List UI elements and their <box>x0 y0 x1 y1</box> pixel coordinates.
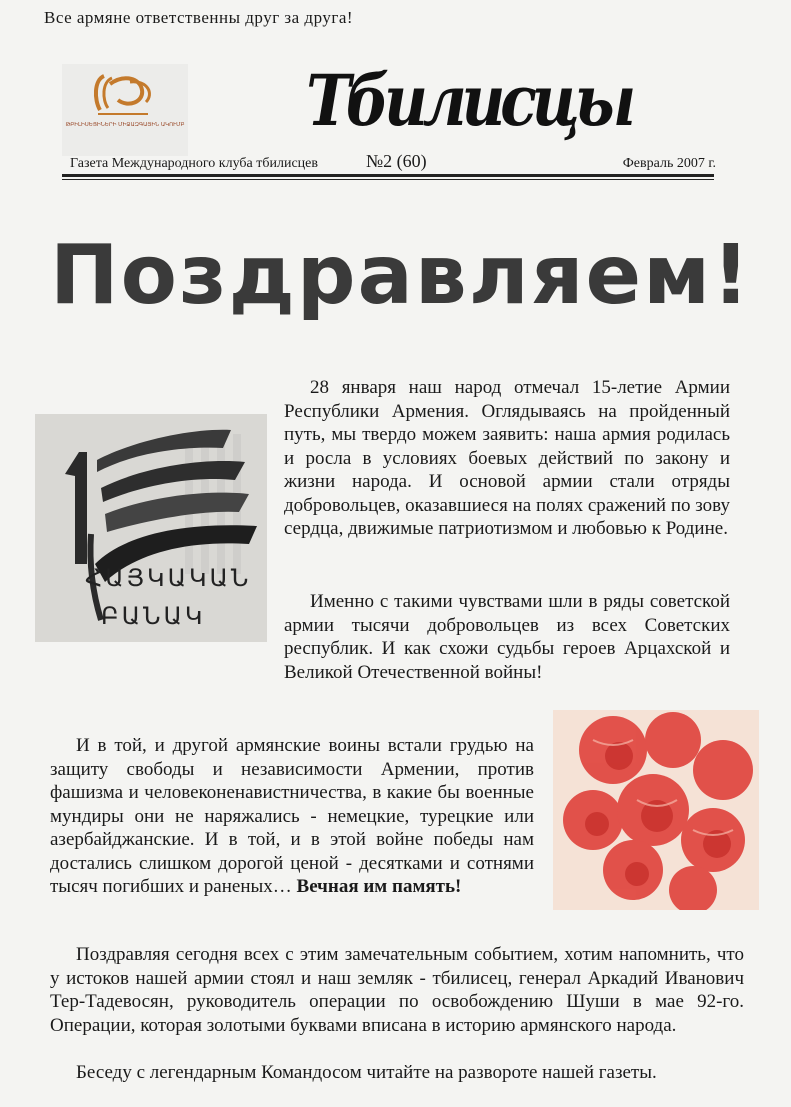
club-logo-emblem-icon <box>90 70 160 124</box>
article-paragraph-5: Беседу с легендарным Командосом читайте на развороте нашей газеты. <box>76 1062 657 1083</box>
club-logo-caption: ԹԲԻԼԻՍԵՑԻՆԵՐԻ ՄԻՋԱԶԳԱՅԻՆ ԱԿՈՒՄԲ <box>65 122 185 128</box>
article-paragraph-1: 28 января наш народ отмечал 15-летие Армии Республики Армения. Оглядываясь на пройденный путь, мы твердо можем заявить: наша армия родилась и росла в условиях боевых действий по закону и жизни народа. И основой армии стали отряды добровольцев, оказавшиеся на полях сражений по зову сердца, движимые патриотизмом и любовью к Родине. <box>284 377 730 539</box>
masthead-rule-thin <box>62 179 714 180</box>
publication-info <box>70 150 716 174</box>
publication-description: Газета Международного клуба тбилисцев <box>70 156 318 171</box>
article-paragraph-2: Именно с такими чувствами шли в ряды советской армии тысячи добровольцев из всех Советских республик. И как схожи судьбы героев Арцахской и Великой Отечественной войны! <box>284 591 730 683</box>
article-paragraph-3-text: И в той, и другой армянские воины встали грудью на защиту свободы и независимости Армении, против фашизма и человеконенавистничества, в какие бы военные мундиры они не наряжались - немецкие, турецкие или азербайджанские. И в той, и в этой войне победы нам достались слишком дорогой ценой - десятками и сотнями тысяч погибших и раненых… <box>50 735 534 897</box>
article-paragraph-3-bold: Вечная им память! <box>296 876 462 897</box>
headline: Поздравляем! <box>50 228 752 323</box>
issue-number: №2 (60) <box>366 151 427 171</box>
motto: Все армяне ответственны друг за друга! <box>44 8 354 27</box>
army-emblem-line1: ՀԱՅԿԱԿԱՆ <box>85 564 252 592</box>
issue-date: Февраль 2007 г. <box>622 156 716 171</box>
army-15-anniversary-image <box>35 414 267 642</box>
masthead-title: Тбилисцы <box>306 59 632 142</box>
carnations-image <box>553 710 759 910</box>
masthead <box>288 50 708 162</box>
article-paragraph-3 <box>50 734 534 899</box>
club-logo <box>62 64 188 156</box>
carnations-flower-icon <box>553 710 759 910</box>
army-emblem-line2: ԲԱՆԱԿ <box>101 602 206 630</box>
masthead-rule <box>62 174 714 177</box>
article-paragraph-4: Поздравляя сегодня всех с этим замечательным событием, хотим напомнить, что у истоков нашей армии стоял и наш земляк - тбилисец, генерал Аркадий Иванович Тер-Тадевосян, руководитель операции по освобождению Шуши в мае 92-го. Операции, которая золотыми буквами вписана в историю армянского народа. <box>50 944 744 1036</box>
